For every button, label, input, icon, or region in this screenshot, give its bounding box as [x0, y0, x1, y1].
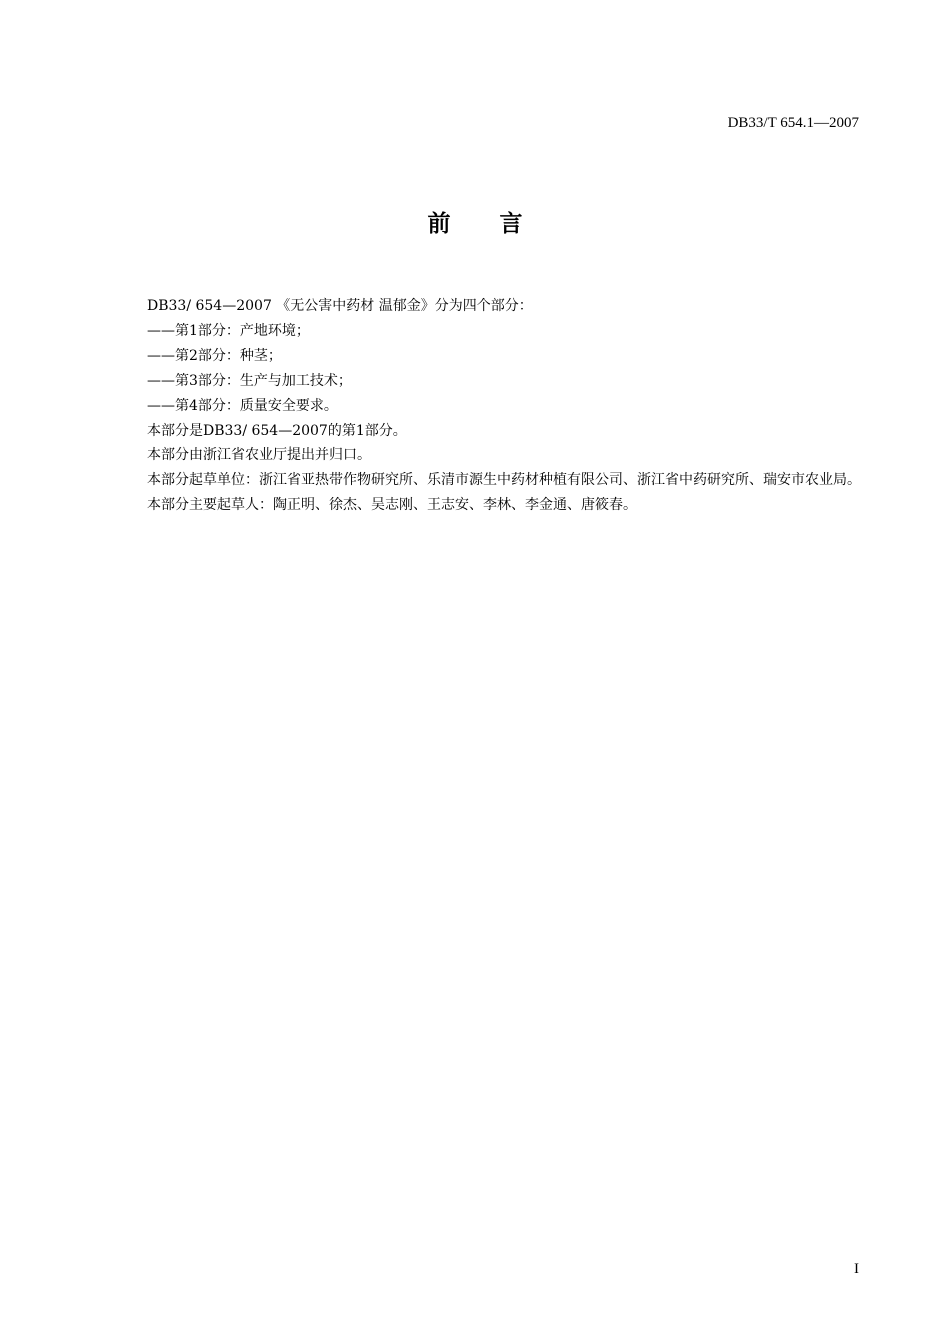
page-number: I: [854, 1261, 859, 1277]
document-code: DB33/T 654.1—2007: [727, 115, 859, 131]
paragraph-proposer: 本部分由浙江省农业厅提出并归口。: [147, 447, 371, 464]
preface-body: [113, 294, 863, 518]
paragraph-part-statement: 本部分是DB33/ 654—2007的第1部分。: [147, 422, 407, 439]
paragraph-series-intro: DB33/ 654—2007 《无公害中药材 温郁金》分为四个部分：: [147, 298, 533, 314]
paragraph-drafters: 本部分主要起草人：陶正明、徐杰、吴志刚、王志安、李林、李金通、唐筱春。: [147, 497, 637, 514]
page-title: 前言: [427, 211, 572, 237]
list-item-part-1: ——第1部分：产地环境；: [147, 322, 310, 339]
list-item-part-4: ——第4部分：质量安全要求。: [147, 397, 338, 414]
list-item-part-2: ——第2部分：种茎；: [147, 347, 282, 364]
paragraph-drafting-units: 本部分起草单位：浙江省亚热带作物研究所、乐清市源生中药材种植有限公司、浙江省中药研究所、瑞安市农业局。: [147, 472, 861, 489]
list-item-part-3: ——第3部分：生产与加工技术；: [147, 372, 352, 389]
